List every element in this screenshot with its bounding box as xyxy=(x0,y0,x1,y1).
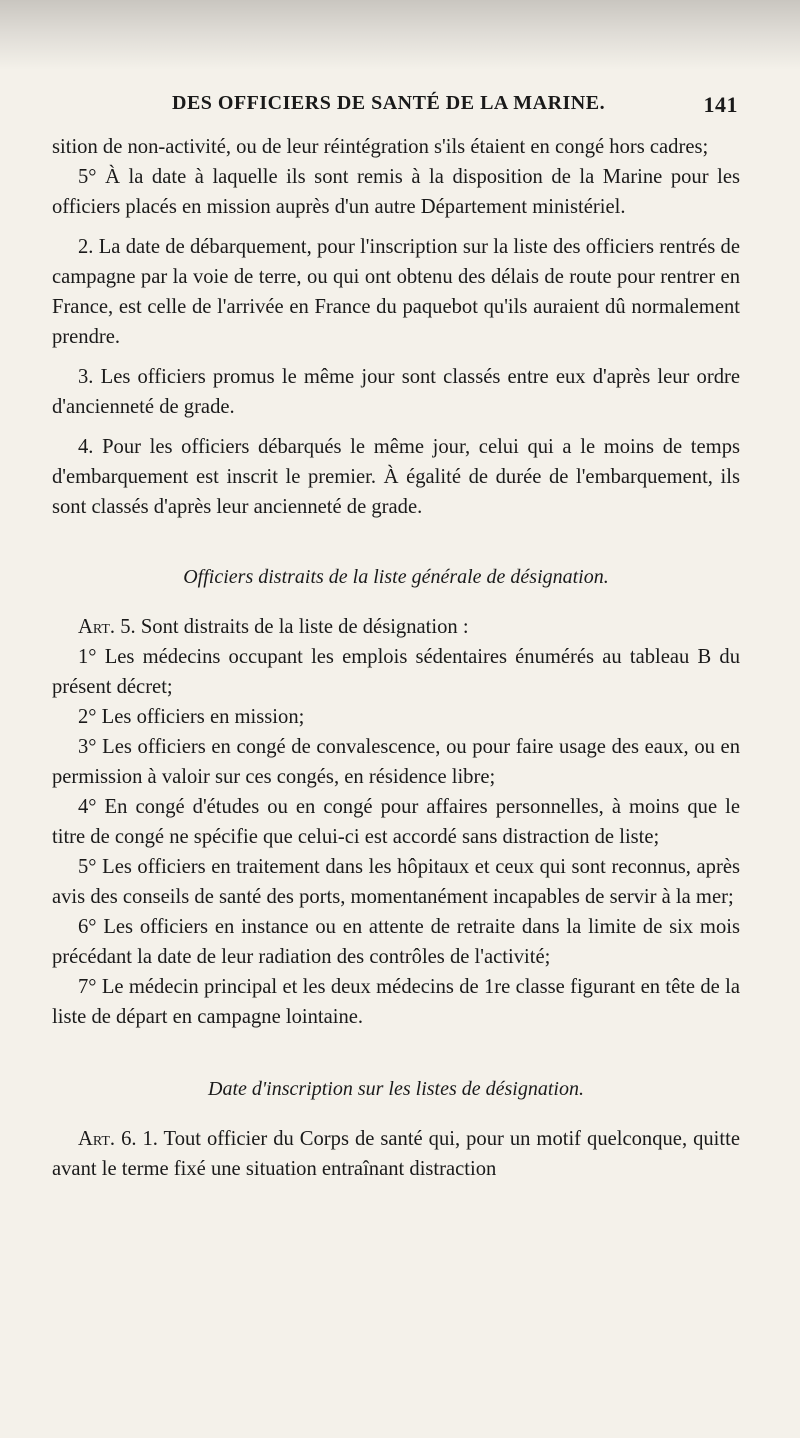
list-item: 4° En congé d'études ou en congé pour affaires personnelles, à moins que le titre de congé ne spécifie que celui-ci est accordé sans distraction de liste; xyxy=(52,796,740,848)
article-text: 6. 1. Tout officier du Corps de santé qui, pour un motif quelconque, quitte avant le terme fixé une situation entraînant distraction xyxy=(52,1128,740,1180)
paragraph: sition de non-activité, ou de leur réintégration s'ils étaient en congé hors cadres; xyxy=(52,136,709,158)
running-header xyxy=(52,88,740,124)
paragraph: 3. Les officiers promus le même jour sont classés entre eux d'après leur ordre d'ancienneté de grade. xyxy=(52,366,740,418)
article-5 xyxy=(52,612,740,642)
paragraph: 4. Pour les officiers débarqués le même jour, celui qui a le moins de temps d'embarquement est inscrit le premier. À égalité de durée de l'embarquement, ils sont classés d'après leur ancienneté de grade. xyxy=(52,436,740,518)
scan-shadow xyxy=(0,0,800,70)
article-label: Art. xyxy=(78,1128,116,1150)
list-item: 2° Les officiers en mission; xyxy=(78,706,305,728)
list-item: 1° Les médecins occupant les emplois sédentaires énumérés au tableau B du présent décret; xyxy=(52,646,740,698)
article-label: Art. xyxy=(78,616,116,638)
document-page xyxy=(52,88,740,1184)
list-item: 6° Les officiers en instance ou en attente de retraite dans la limite de six mois précédant la date de leur radiation des contrôles de l'activité; xyxy=(52,916,740,968)
section-heading: Date d'inscription sur les listes de désignation. xyxy=(208,1078,584,1100)
paragraph: 5° À la date à laquelle ils sont remis à la disposition de la Marine pour les officiers placés en mission auprès d'un autre Département ministériel. xyxy=(52,166,740,218)
section-heading: Officiers distraits de la liste générale de désignation. xyxy=(183,566,609,588)
paragraph: 2. La date de débarquement, pour l'inscription sur la liste des officiers rentrés de campagne par la voie de terre, ou qui ont obtenu des délais de route pour rentrer en France, est celle de l'arrivée en France du paquebot qu'ils auraient dû normalement prendre. xyxy=(52,236,740,348)
list-item: 3° Les officiers en congé de convalescence, ou pour faire usage des eaux, ou en permission à valoir sur ces congés, en résidence libre; xyxy=(52,736,740,788)
running-title: DES OFFICIERS DE SANTÉ DE LA MARINE. xyxy=(172,92,606,114)
article-text: 5. Sont distraits de la liste de désignation : xyxy=(120,616,469,638)
article-6 xyxy=(52,1124,740,1184)
list-item: 5° Les officiers en traitement dans les hôpitaux et ceux qui sont reconnus, après avis des conseils de santé des ports, momentanément incapables de servir à la mer; xyxy=(52,856,740,908)
page-number: 141 xyxy=(703,92,738,117)
list-item: 7° Le médecin principal et les deux médecins de 1re classe figurant en tête de la liste de départ en campagne lointaine. xyxy=(52,976,740,1028)
